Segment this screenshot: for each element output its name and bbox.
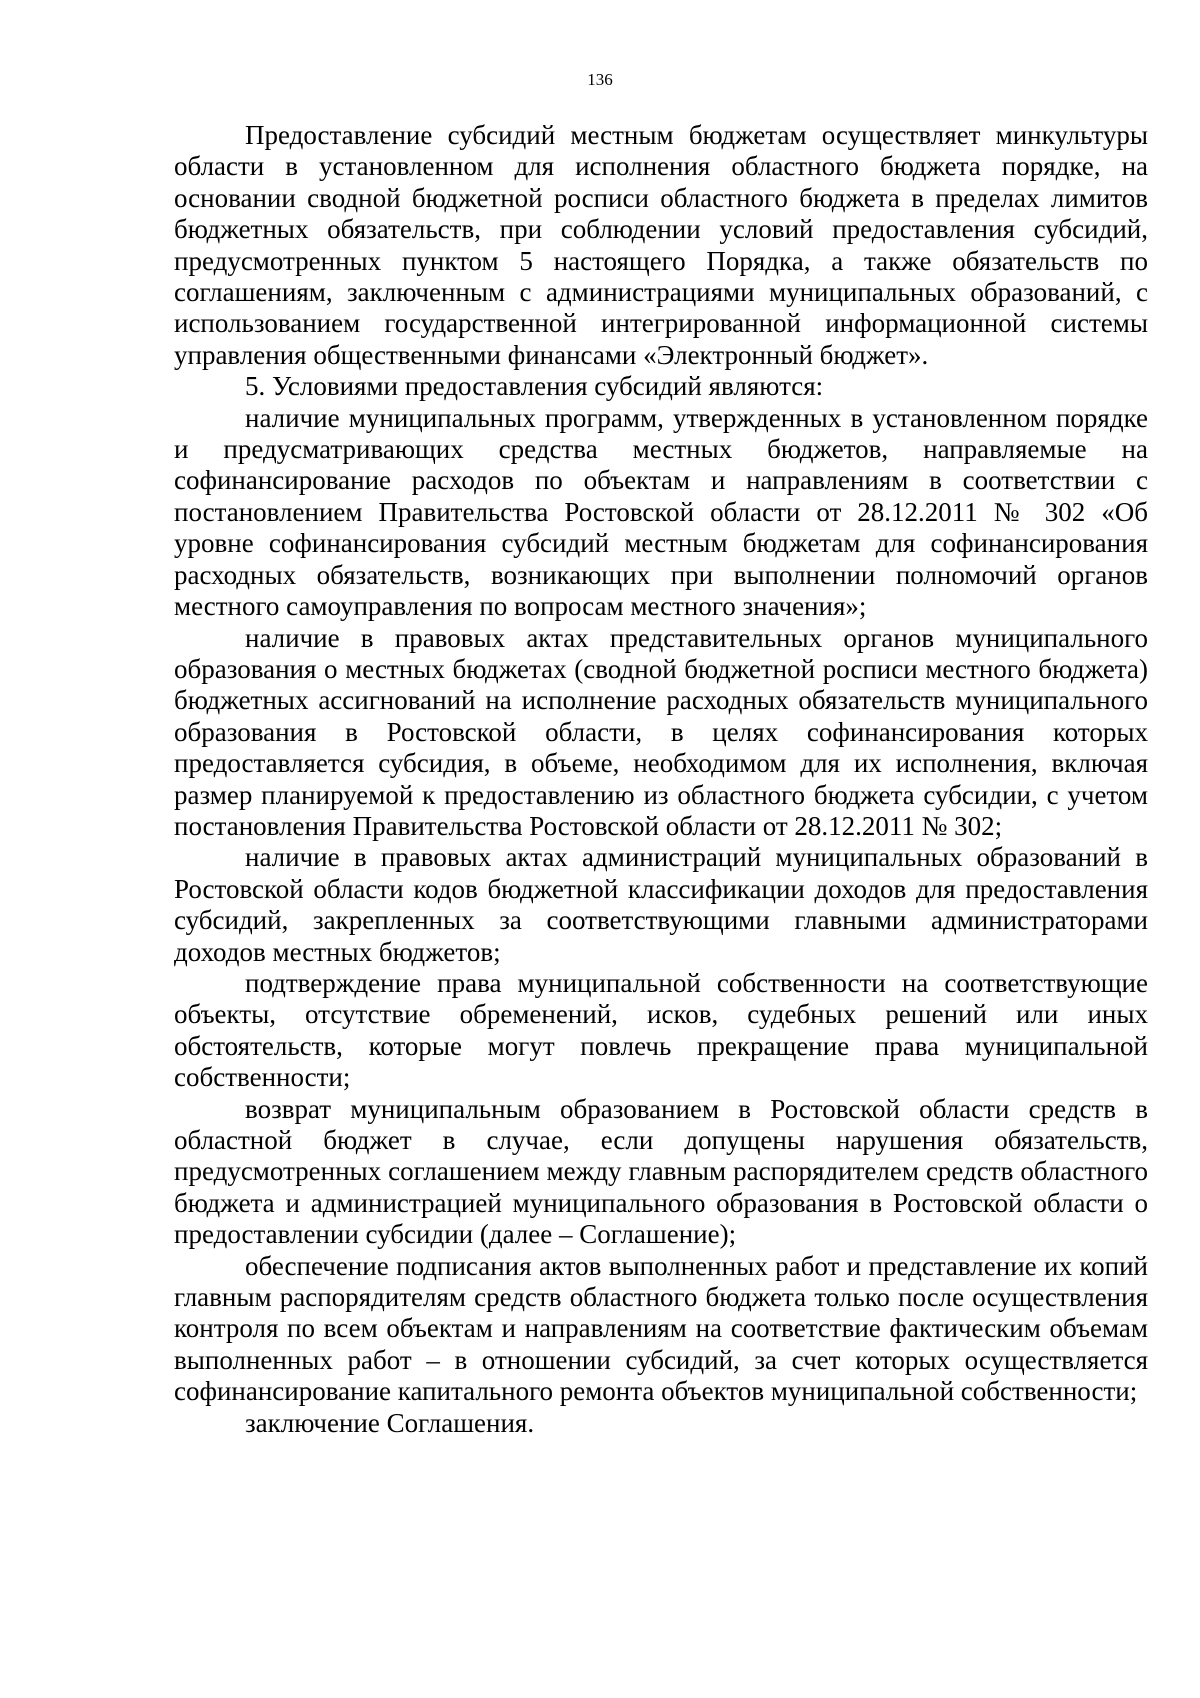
paragraph-condition-acts-signing: обеспечение подписания актов выполненных работ и представление их копий главным распорядителям средств областного бюджета только после осуществления контроля по всем объектам и направлениям на соответствие фактическим объемам выполненных работ – в отношении субсидий, за счет которых осуществляется софинансирование капитального ремонта объектов муниципальной собственности; bbox=[174, 1250, 1148, 1407]
paragraph-conditions-heading: 5. Условиями предоставления субсидий являются: bbox=[245, 371, 824, 402]
page-number: 136 bbox=[587, 70, 613, 89]
paragraph-condition-agreement: заключение Соглашения. bbox=[245, 1407, 535, 1438]
paragraph-condition-ownership: подтверждение права муниципальной собственности на соответствующие объекты, отсутствие обременений, исков, судебных решений или иных обстоятельств, которые могут повлечь прекращение права муниципальной собственности; bbox=[174, 967, 1148, 1093]
paragraph-subsidy-provision: Предоставление субсидий местным бюджетам осуществляет минкультуры области в установленном для исполнения областного бюджета порядке, на основании сводной бюджетной росписи областного бюджета в пределах лимитов бюджетных обязательств, при соблюдении условий предоставления субсидий, предусмотренных пунктом 5 настоящего Порядка, а также обязательств по соглашениям, заключенным с администрациями муниципальных образований, с использованием государственной интегрированной информационной системы управления общественными финансами «Электронный бюджет». bbox=[174, 120, 1148, 370]
document-body bbox=[174, 120, 1148, 1439]
paragraph-condition-municipal-programs: наличие муниципальных программ, утвержденных в установленном порядке и предусматривающих средства местных бюджетов, направляемые на софинансирование расходов по объектам и направлениям в соответствии с постановлением Правительства Ростовской области от 28.12.2011 № 302 «Об уровне софинансирования субсидий местным бюджетам для софинансирования расходных обязательств, возникающих при выполнении полномочий органов местного самоуправления по вопросам местного значения»; bbox=[174, 402, 1148, 622]
paragraph-condition-refund: возврат муниципальным образованием в Ростовской области средств в областной бюджет в случае, если допущены нарушения обязательств, предусмотренных соглашением между главным распорядителем средств областного бюджета и администрацией муниципального образования в Ростовской области о предоставлении субсидии (далее – Соглашение); bbox=[174, 1093, 1148, 1250]
paragraph-condition-classification-codes: наличие в правовых актах администраций муниципальных образований в Ростовской области кодов бюджетной классификации доходов для предоставления субсидий, закрепленных за соответствующими главными администраторами доходов местных бюджетов; bbox=[174, 842, 1148, 967]
paragraph-condition-budget-allocations: наличие в правовых актах представительных органов муниципального образования о местных бюджетах (сводной бюджетной росписи местного бюджета) бюджетных ассигнований на исполнение расходных обязательств муниципального образования в Ростовской области, в целях софинансирования которых предоставляется субсидия, в объеме, необходимом для их исполнения, включая размер планируемой к предоставлению из областного бюджета субсидии, с учетом постановления Правительства Ростовской области от 28.12.2011 № 302; bbox=[174, 622, 1148, 841]
